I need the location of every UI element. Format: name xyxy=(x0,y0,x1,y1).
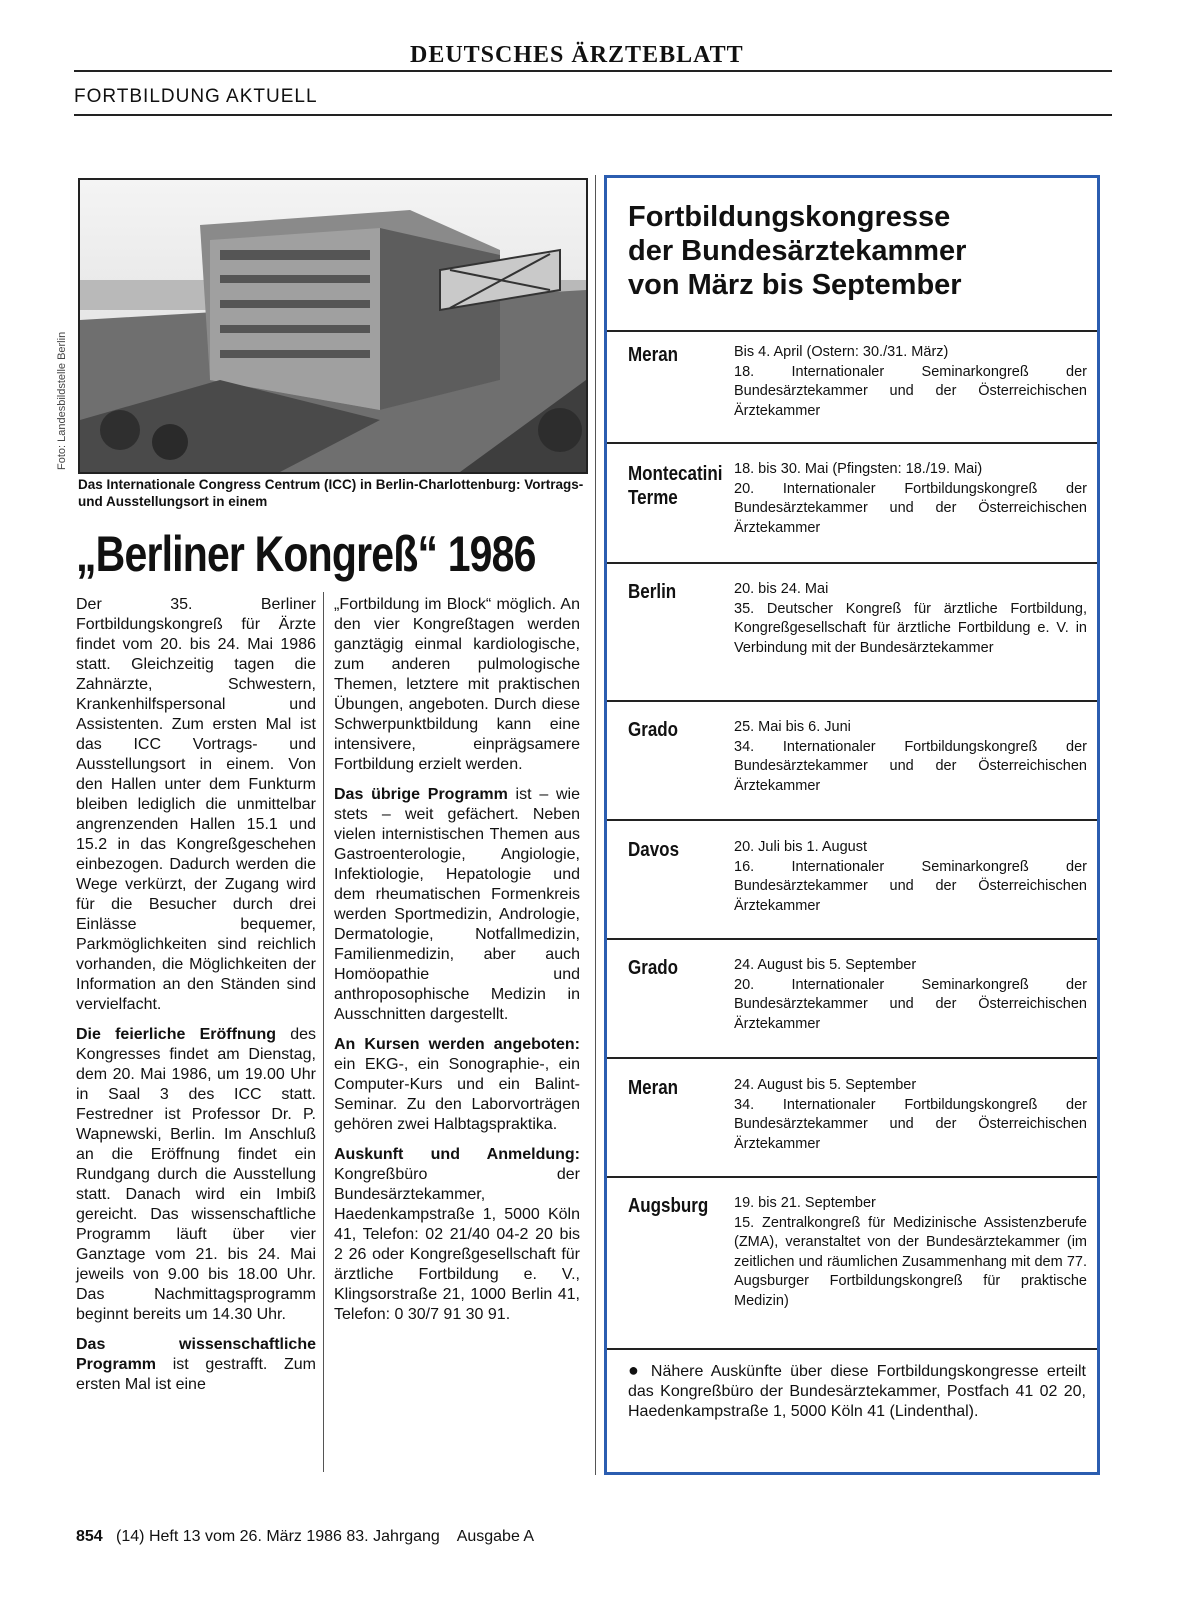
page-footer xyxy=(76,1528,534,1546)
info-note: ● Nähere Auskünfte über diese Fortbildungskongresse erteilt das Kongreßbüro der Bundesärztekammer, Postfach 41 02 20, Haedenkampstraße 1, 5000 Köln 41 (Lindenthal). xyxy=(628,1360,1087,1420)
box-rule xyxy=(607,700,1097,702)
article-headline: „Berliner Kongreß“ 1986 xyxy=(76,526,536,582)
entry-text: 18. bis 30. Mai (Pfingsten: 18./19. Mai) 20. Internationaler Fortbildungskongreß der Bundesärztekammer und der Österreichischen Ärztekammer xyxy=(734,461,1087,536)
paragraph: Das wissenschaftliche Programm ist gestrafft. Zum ersten Mal ist eine xyxy=(76,1336,316,1393)
entry-text: 19. bis 21. September 15. Zentralkongreß für Medizinische Assistenzberufe (ZMA), veranstaltet von der Bundesärztekammer (im zeitlichen und räumlichen Zusammenhang mit dem 77. Augsburger Fortbildungskongreß für praktische Medizin) xyxy=(734,1195,1087,1309)
entry-text: 20. bis 24. Mai 35. Deutscher Kongreß für ärztliche Fortbildung, Kongreßgesellschaft für ärztliche Fortbildung e. V. in Verbindung mit der Bundesärztekammer xyxy=(734,581,1087,656)
paragraph: An Kursen werden angeboten: ein EKG-, ein Sonographie-, ein Computer-Kurs und ein Balint-Seminar. Zu den Laborvorträgen gehören zwei Halbtagspraktika. xyxy=(334,1036,580,1133)
paragraph: Die feierliche Eröffnung des Kongresses findet am Dienstag, dem 20. Mai 1986, um 19.00 Uhr in Saal 3 des ICC statt. Festredner ist Professor Dr. P. Wapnewski, Berlin. Im Anschluß an die Eröffnung findet ein Rundgang durch die Ausstellung statt. Danach wird ein Imbiß gereicht. Das wissenschaftliche Programm läuft über vier Ganztage vom 21. bis 24. Mai jeweils von 9.00 bis 18.00 Uhr. Das Nachmittagsprogramm beginnt bereits um 14.30 Uhr. xyxy=(76,1026,317,1323)
edition-info: Ausgabe A xyxy=(456,1528,535,1545)
box-rule xyxy=(607,1176,1097,1178)
article-column-2 xyxy=(334,595,580,1335)
entry-place: Augsburg xyxy=(628,1195,709,1217)
photo-caption: Das Internationale Congress Centrum (ICC) in Berlin-Charlottenburg: Vortrags- und Ausstellungsort in einem xyxy=(78,477,584,509)
paragraph: Der 35. Berliner Fortbildungskongreß für Ärzte findet vom 20. bis 24. Mai 1986 statt. Gleichzeitig tagen die Zahnärzte, Schwestern, Krankenhilfspersonal und Assistenten. Zum ersten Mal ist das ICC Vortrags- und Ausstellungsort in einem. Von den Hallen unter dem Funkturm bleiben lediglich die unmittelbar angrenzenden Hallen 15.1 und 15.2 in das Kongreßgeschehen einbezogen. Dadurch werden die Wege verkürzt, der Zugang wird für die Besucher durch drei Einlässe bequemer, Parkmöglichkeiten sind reichlich vorhanden, die Möglichkeiten der Information an den Ständen sind vervielfacht. xyxy=(76,596,316,1013)
paragraph-lead: Das übrige Programm xyxy=(334,786,508,803)
entry-text: 24. August bis 5. September 34. Internationaler Fortbildungskongreß der Bundesärztekammer und der Österreichischen Ärztekammer xyxy=(734,1077,1087,1152)
icc-building-illustration xyxy=(80,180,586,472)
entry-place: Davos xyxy=(628,839,680,861)
page-number: 854 xyxy=(76,1528,103,1545)
entry-text: 20. Juli bis 1. August 16. Internationaler Seminarkongreß der Bundesärztekammer und der Österreichischen Ärztekammer xyxy=(734,839,1087,914)
box-rule xyxy=(607,442,1097,444)
icc-photo xyxy=(78,178,588,474)
entry-text: Bis 4. April (Ostern: 30./31. März) 18. Internationaler Seminarkongreß der Bundesärztekammer und der Österreichischen Ärztekammer xyxy=(734,344,1087,419)
box-rule xyxy=(607,819,1097,821)
header-rule xyxy=(74,70,1112,72)
paragraph-lead: Die feierliche Eröffnung xyxy=(76,1026,276,1043)
section-title: FORTBILDUNG AKTUELL xyxy=(74,86,318,107)
column-divider xyxy=(323,592,324,1472)
bullet-icon: ● xyxy=(628,1360,643,1380)
paragraph: „Fortbildung im Block“ möglich. An den vier Kongreßtagen werden ganztägig einmal kardiologische, zum anderen pulmologische Themen, letztere mit praktischen Übungen, angeboten. Durch diese Schwerpunktbildung kann eine intensivere, einprägsamere Fortbildung erzielt werden. xyxy=(334,596,580,773)
entry-place: Meran xyxy=(628,1077,679,1099)
entry-place: Grado xyxy=(628,957,679,979)
box-rule xyxy=(607,1348,1097,1350)
box-rule xyxy=(607,330,1097,332)
photo-credit: Foto: Landesbildstelle Berlin xyxy=(56,331,68,470)
main-divider xyxy=(595,175,596,1475)
entry-place: Montecatini Terme xyxy=(628,463,723,509)
entry-text: 24. August bis 5. September 20. Internationaler Seminarkongreß der Bundesärztekammer und der Österreichischen Ärztekammer xyxy=(734,957,1087,1032)
paragraph-lead: Das wissenschaftliche Programm xyxy=(76,1336,316,1373)
article-column-1 xyxy=(76,595,316,1405)
issue-info: (14) Heft 13 vom 26. März 1986 83. Jahrgang xyxy=(116,1528,440,1545)
entry-place: Berlin xyxy=(628,581,677,603)
entry-place: Meran xyxy=(628,344,679,366)
box-rule xyxy=(607,938,1097,940)
paragraph-lead: Auskunft und Anmeldung: xyxy=(334,1146,580,1163)
paragraph: Auskunft und Anmeldung: Kongreßbüro der Bundesärztekammer, Haedenkampstraße 1, 5000 Köln 41, Telefon: 02 21/40 04-2 20 bis 2 26 oder Kongreßgesellschaft für ärztliche Fortbildung e. V., Klingsorstraße 21, 1000 Berlin 41, Telefon: 0 30/7 91 30 91. xyxy=(334,1146,580,1323)
congress-box-title: Fortbildungskongresse der Bundesärztekammer von März bis September xyxy=(628,201,967,301)
entry-text: 25. Mai bis 6. Juni 34. Internationaler Fortbildungskongreß der Bundesärztekammer und der Österreichischen Ärztekammer xyxy=(734,719,1087,794)
entry-place: Grado xyxy=(628,719,679,741)
paragraph: Das übrige Programm ist – wie stets – weit gefächert. Neben vielen internistischen Themen aus Gastroenterologie, Angiologie, Infektiologie, Hepatologie und dem rheumatischen Formenkreis werden Sportmedizin, Andrologie, Dermatologie, Notfallmedizin, Familienmedizin, aber auch Homöopathie und anthroposophische Medizin in Ausschnitten dargestellt. xyxy=(334,786,580,1023)
box-rule xyxy=(607,562,1097,564)
masthead: DEUTSCHES ÄRZTEBLATT xyxy=(410,42,744,68)
box-rule xyxy=(607,1057,1097,1059)
section-rule xyxy=(74,114,1112,116)
paragraph-lead: An Kursen werden angeboten: xyxy=(334,1036,580,1053)
